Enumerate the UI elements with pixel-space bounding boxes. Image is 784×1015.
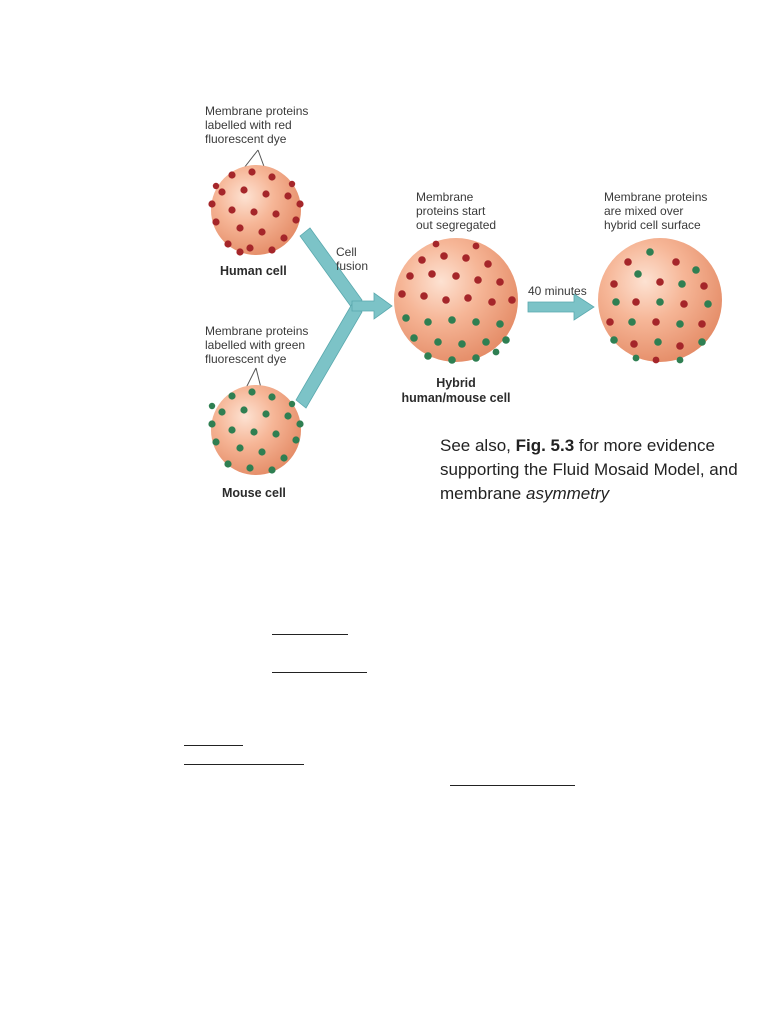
blank-line-3: [184, 745, 243, 746]
green-dye-line-1: Membrane proteins: [205, 324, 309, 338]
see-also-note: [440, 434, 770, 506]
cell-fusion-line-2: fusion: [336, 259, 369, 273]
segregated-line-2: proteins start: [416, 204, 486, 218]
blank-line-5: [450, 785, 575, 786]
mixed-line-3: hybrid cell surface: [604, 218, 701, 232]
green-dye-label: [205, 324, 308, 366]
note-middle: for more evidence supporting the Fluid Mosaid Model, and membrane: [440, 436, 738, 503]
mixed-line-2: are mixed over: [604, 204, 684, 218]
hybrid-cell-line-1: Hybrid: [436, 376, 476, 390]
red-dye-line-1: Membrane proteins: [205, 104, 309, 118]
cell-fusion-label: [336, 245, 368, 273]
segregated-line-3: out segregated: [416, 218, 497, 232]
hybrid-cell-line-2: human/mouse cell: [401, 391, 511, 405]
human-cell-label: Human cell: [220, 264, 287, 278]
mouse-cell-label: Mouse cell: [222, 486, 286, 500]
segregated-label: [416, 190, 496, 232]
green-dye-line-2: labelled with green: [205, 338, 306, 352]
red-dye-line-3: fluorescent dye: [205, 132, 287, 146]
note-prefix: See also,: [440, 436, 516, 455]
cell-fusion-line-1: Cell: [336, 245, 357, 259]
mixed-label: [604, 190, 707, 232]
note-figure-reference: Fig. 5.3: [515, 436, 575, 455]
segregated-line-1: Membrane: [416, 190, 474, 204]
blank-line-4: [184, 764, 304, 765]
note-emphasis: asymmetry: [525, 484, 610, 503]
mixed-line-1: Membrane proteins: [604, 190, 708, 204]
hybrid-cell-body: [394, 238, 518, 362]
hybrid-cell-label: [386, 376, 526, 406]
time-label: 40 minutes: [528, 284, 587, 298]
blank-line-1: [272, 634, 348, 635]
red-dye-label: [205, 104, 308, 146]
green-dye-line-3: fluorescent dye: [205, 352, 287, 366]
blank-line-2: [272, 672, 367, 673]
red-dye-line-2: labelled with red: [205, 118, 292, 132]
